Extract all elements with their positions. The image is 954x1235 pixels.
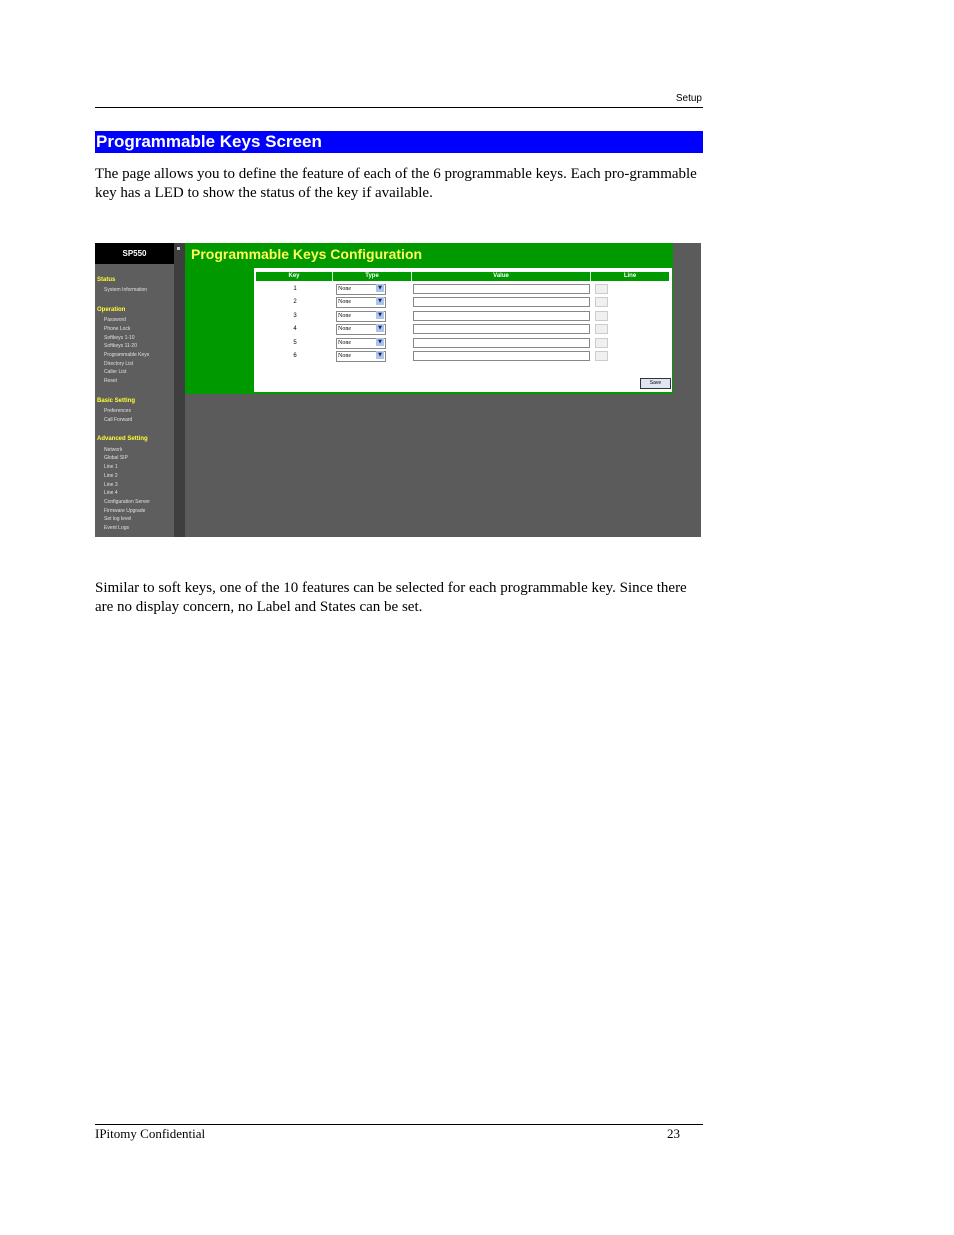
- sidebar-link[interactable]: Global SIP: [104, 455, 128, 461]
- line-select[interactable]: [595, 284, 608, 294]
- type-select-value: None: [338, 299, 351, 306]
- sidebar-link[interactable]: Phone Lock: [104, 326, 131, 332]
- page-number: 23: [667, 1126, 680, 1141]
- sidebar-link[interactable]: Softkeys 11-20: [104, 343, 137, 349]
- sidebar-link[interactable]: Softkeys 1-10: [104, 335, 135, 341]
- chevron-down-icon: ▼: [378, 285, 382, 291]
- value-input[interactable]: [413, 338, 590, 348]
- footer-confidential: IPitomy Confidential: [95, 1126, 206, 1141]
- sidebar-link[interactable]: Call Forward: [104, 417, 133, 423]
- screenshot-page-title: Programmable Keys Configuration: [191, 246, 423, 262]
- type-select-value: None: [338, 326, 351, 333]
- type-select-value: None: [338, 312, 351, 319]
- footer-rule: [95, 1124, 703, 1125]
- value-input[interactable]: [413, 351, 590, 361]
- column-header-type: Type: [365, 273, 379, 279]
- sidebar-link[interactable]: Configuration Server: [104, 499, 150, 505]
- sidebar-link[interactable]: Preferences: [104, 408, 131, 414]
- sidebar-link[interactable]: Line 1: [104, 464, 118, 470]
- intro-paragraph: The page allows you to define the feature of each of the 6 programmable keys. Each pro-grammable key has a LED to show the status of the key if available.: [95, 166, 697, 201]
- type-select-value: None: [338, 339, 351, 346]
- line-select[interactable]: [595, 351, 608, 361]
- value-input[interactable]: [413, 284, 590, 294]
- sidebar-link[interactable]: Network: [104, 447, 123, 453]
- chevron-down-icon: ▼: [378, 325, 382, 332]
- sidebar-link[interactable]: Password: [104, 317, 126, 323]
- column-header-value: Value: [493, 273, 509, 279]
- section-title: Programmable Keys Screen: [96, 132, 322, 151]
- sidebar-link[interactable]: System Information: [104, 287, 148, 293]
- key-number: 2: [293, 299, 297, 306]
- chevron-down-icon: ▼: [378, 311, 382, 318]
- key-number: 5: [293, 339, 297, 346]
- sidebar-link[interactable]: Event Logs: [104, 525, 130, 531]
- key-number: 6: [293, 353, 297, 359]
- key-number: 1: [293, 286, 297, 292]
- chevron-down-icon: ▼: [378, 352, 382, 358]
- column-header-line: Line: [623, 273, 637, 279]
- sidebar-section-heading: Basic Setting: [97, 398, 136, 404]
- header-rule: [95, 107, 703, 108]
- sidebar-link[interactable]: Line 4: [104, 490, 118, 496]
- value-input[interactable]: [413, 297, 590, 307]
- value-input[interactable]: [413, 324, 590, 334]
- sidebar-link[interactable]: Programmable Keys: [104, 352, 150, 358]
- config-screenshot: [95, 243, 701, 537]
- key-number: 4: [293, 326, 297, 333]
- line-select[interactable]: [595, 324, 608, 334]
- sidebar-link[interactable]: Line 2: [104, 473, 118, 479]
- type-select-value: None: [338, 286, 351, 292]
- chevron-down-icon: ▼: [378, 298, 382, 305]
- sidebar-link[interactable]: Line 3: [104, 482, 118, 488]
- line-select[interactable]: [595, 338, 608, 348]
- body-paragraph: Similar to soft keys, one of the 10 features can be selected for each programmable key. Since there are no display concern, no Label and States can be set.: [95, 580, 687, 615]
- sidebar-link[interactable]: Firmware Upgrade: [104, 508, 146, 514]
- chevron-down-icon: ▼: [378, 338, 382, 345]
- sidebar-section-heading: Advanced Setting: [97, 436, 148, 442]
- sidebar-section-heading: Operation: [97, 307, 126, 313]
- sidebar-link[interactable]: Set log level: [104, 516, 132, 522]
- sidebar-section-heading: Status: [97, 277, 116, 283]
- sidebar-link[interactable]: Directory List: [104, 361, 134, 367]
- divider-marker: [177, 247, 180, 250]
- sidebar-link[interactable]: Reset: [104, 378, 118, 384]
- save-button[interactable]: Save: [640, 378, 671, 389]
- screenshot-logo: SP550: [95, 243, 174, 264]
- sidebar-link[interactable]: Caller List: [104, 369, 127, 375]
- running-header: Setup: [675, 93, 702, 104]
- value-input[interactable]: [413, 311, 590, 321]
- line-select[interactable]: [595, 297, 608, 307]
- screenshot-divider: [174, 243, 185, 537]
- column-header-key: Key: [288, 273, 300, 279]
- key-number: 3: [293, 312, 297, 319]
- line-select[interactable]: [595, 311, 608, 321]
- type-select-value: None: [338, 353, 351, 359]
